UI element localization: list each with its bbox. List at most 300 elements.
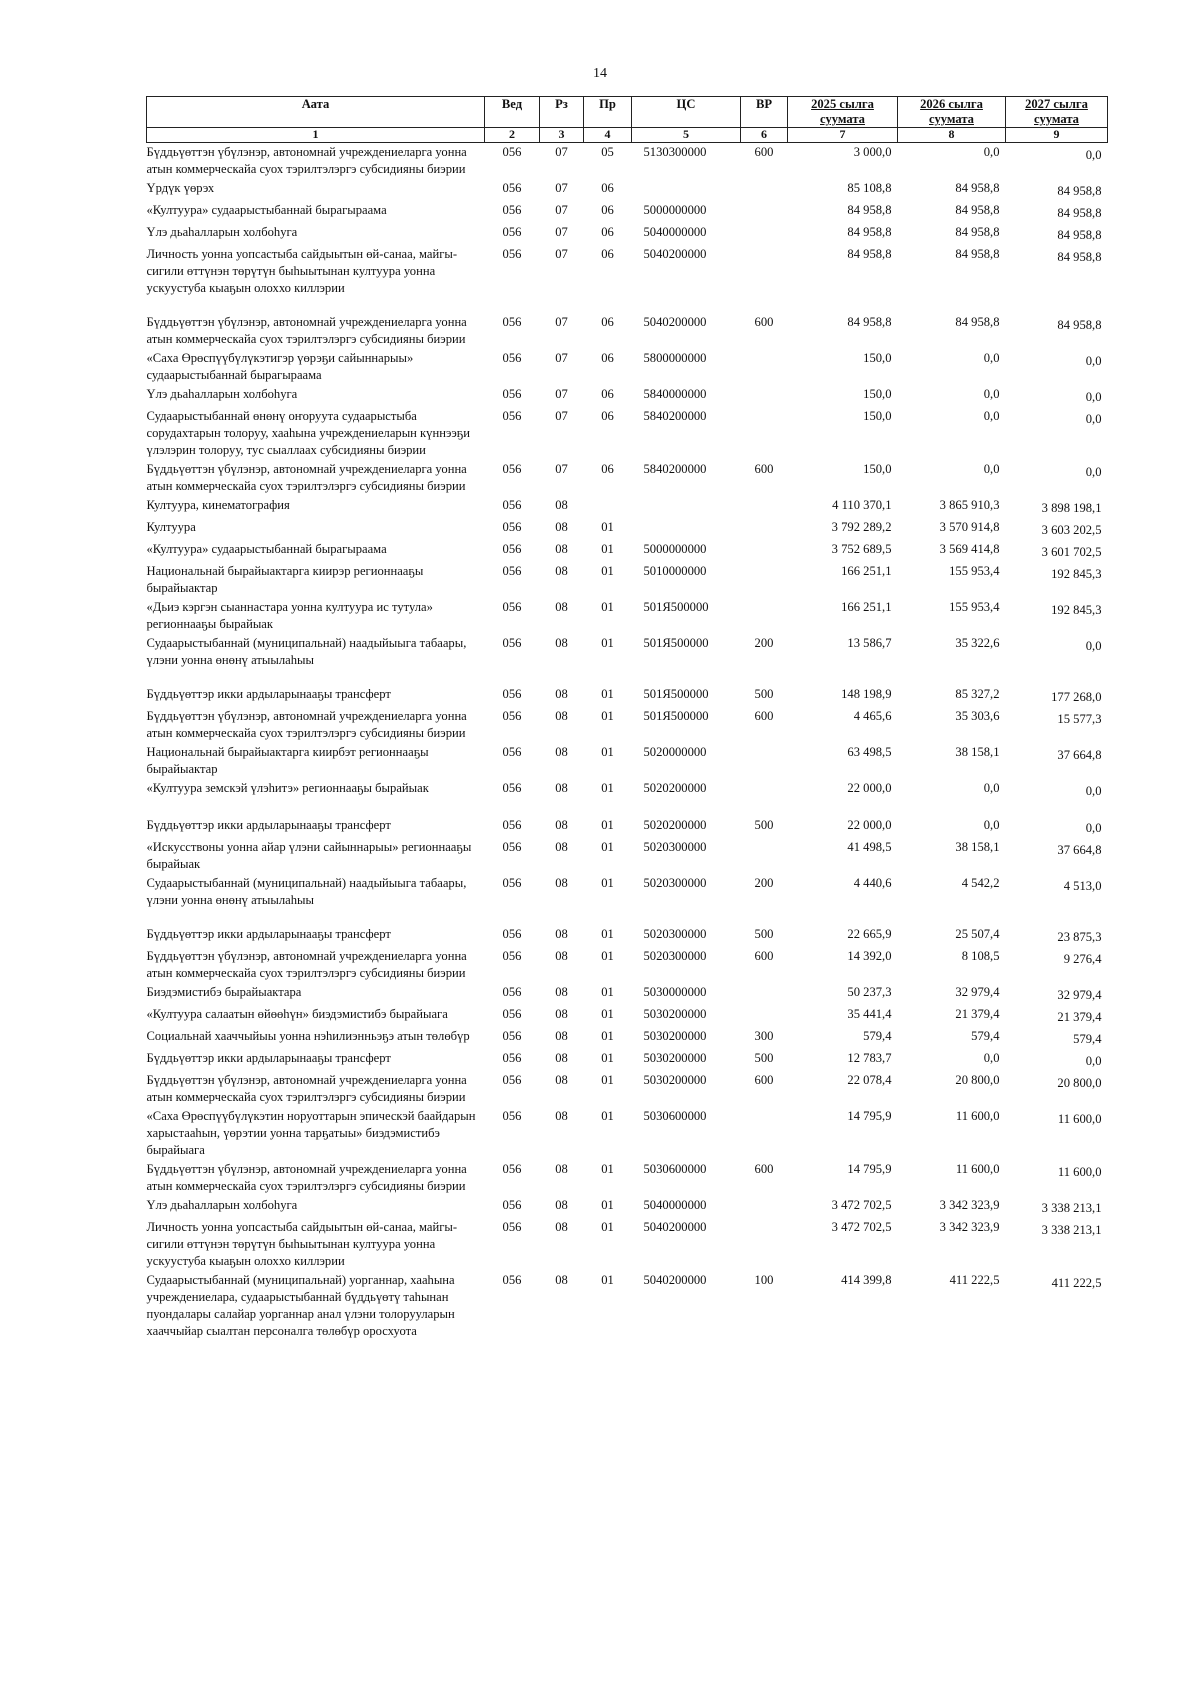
header-2025 [788, 97, 898, 128]
row-2027: 32 979,4 [1057, 988, 1102, 1002]
row-2026: 0,0 [983, 462, 1000, 476]
row-2026: 20 800,0 [955, 1073, 1000, 1087]
row-pr: 01 [601, 1273, 614, 1287]
row-pr: 01 [601, 745, 614, 759]
row-2026: 3 865 910,3 [939, 498, 1000, 512]
row-cs: 5020300000 [643, 840, 707, 854]
row-cs: 5020200000 [643, 781, 707, 795]
table-row [147, 179, 1108, 201]
row-2025: 22 665,9 [847, 927, 892, 941]
row-name: Судаарыстыбаннай (муниципальнай) наадыйыыга табаары, үлэни уонна өнөнү атыылаһыы [146, 876, 467, 907]
row-vr: 100 [754, 1273, 774, 1287]
column-number: 3 [540, 128, 584, 143]
row-vr [741, 838, 788, 874]
row-pr: 01 [601, 1007, 614, 1021]
row-2026: 0,0 [983, 818, 1000, 832]
row-rz: 08 [555, 709, 568, 723]
row-vr [741, 562, 788, 598]
row-2027: 0,0 [1085, 412, 1102, 426]
row-2027: 411 222,5 [1051, 1276, 1102, 1290]
row-pr: 01 [601, 985, 614, 999]
row-rz: 08 [555, 745, 568, 759]
row-2027: 0,0 [1085, 639, 1102, 653]
row-pr: 06 [601, 409, 614, 423]
row-cs: 5020300000 [643, 949, 707, 963]
row-name: Култуура, кинематография [146, 498, 290, 512]
row-name: «Култуура» судаарыстыбаннай бырагыраама [146, 203, 387, 217]
row-cs: 5040200000 [643, 315, 707, 329]
row-2025: 22 000,0 [847, 781, 892, 795]
row-rz: 08 [555, 498, 568, 512]
row-name: Бүддьүөттэр икки ардыларынааҕы трансферт [146, 687, 391, 701]
row-rz: 08 [555, 564, 568, 578]
table-row [147, 540, 1108, 562]
table-row [147, 685, 1108, 707]
row-2027: 84 958,8 [1057, 206, 1102, 220]
row-ved: 056 [502, 498, 522, 512]
row-vr [741, 1196, 788, 1218]
table-row [147, 245, 1108, 313]
row-rz: 08 [555, 818, 568, 832]
row-pr: 01 [601, 876, 614, 890]
column-number: 7 [788, 128, 898, 143]
row-ved: 056 [502, 1051, 522, 1065]
row-2026: 84 958,8 [955, 181, 1000, 195]
row-2026: 3 342 323,9 [939, 1220, 1000, 1234]
table-row [147, 313, 1108, 349]
row-2027: 177 268,0 [1051, 690, 1102, 704]
table-row [147, 201, 1108, 223]
row-vr: 500 [754, 1051, 774, 1065]
row-vr [741, 179, 788, 201]
row-2026: 155 953,4 [949, 564, 1000, 578]
row-ved: 056 [502, 145, 522, 159]
row-2026: 84 958,8 [955, 225, 1000, 239]
row-2026: 84 958,8 [955, 247, 1000, 261]
row-cs: 5040200000 [643, 247, 707, 261]
row-2027: 0,0 [1085, 354, 1102, 368]
row-2025: 14 795,9 [847, 1109, 892, 1123]
row-name: Биэдэмистибэ бырайыактара [146, 985, 302, 999]
row-pr [584, 496, 632, 518]
row-vr: 200 [754, 636, 774, 650]
row-vr [741, 407, 788, 460]
row-pr: 06 [601, 181, 614, 195]
row-ved: 056 [502, 225, 522, 239]
row-name: Судаарыстыбаннай өнөнү оҥоруута судаарыстыба сорудахтарын толоруу, хааһына учреждениеларын күннээҕи үлэлэрин толоруу, тус сыаллаах субсидияны биэрии [146, 409, 470, 457]
row-2027: 0,0 [1085, 821, 1102, 835]
table-row [147, 983, 1108, 1005]
row-vr [741, 743, 788, 779]
row-2025: 22 000,0 [847, 818, 892, 832]
row-rz: 08 [555, 1109, 568, 1123]
row-ved: 056 [502, 687, 522, 701]
row-2027: 3 338 213,1 [1041, 1201, 1102, 1215]
row-pr: 06 [601, 247, 614, 261]
row-ved: 056 [502, 542, 522, 556]
table-row [147, 743, 1108, 779]
row-2027: 84 958,8 [1057, 318, 1102, 332]
row-pr: 01 [601, 818, 614, 832]
row-ved: 056 [502, 247, 522, 261]
table-row [147, 598, 1108, 634]
row-2027: 3 601 702,5 [1041, 545, 1102, 559]
row-2026: 3 570 914,8 [939, 520, 1000, 534]
row-pr: 01 [601, 687, 614, 701]
row-ved: 056 [502, 181, 522, 195]
row-vr: 600 [754, 145, 774, 159]
row-ved: 056 [502, 315, 522, 329]
row-vr [741, 779, 788, 816]
row-2026: 11 600,0 [955, 1162, 1000, 1176]
row-pr: 06 [601, 462, 614, 476]
table-row [147, 1027, 1108, 1049]
table-row [147, 1271, 1108, 1341]
row-vr [741, 1218, 788, 1271]
row-rz: 07 [555, 315, 568, 329]
row-ved: 056 [502, 462, 522, 476]
row-2026: 8 108,5 [961, 949, 1000, 963]
table-row [147, 1049, 1108, 1071]
row-pr: 01 [601, 927, 614, 941]
row-2026: 21 379,4 [955, 1007, 1000, 1021]
row-vr [741, 223, 788, 245]
row-2027: 192 845,3 [1051, 567, 1102, 581]
row-name: Личность уонна уопсастыба сайдыытын өй-санаа, майгы-сигили өттүнэн төрүтүн быһыытынан култуура уонна ускуустуба кыаҕын олоххо киллэрии [146, 247, 458, 295]
table-row [147, 925, 1108, 947]
row-vr: 600 [754, 949, 774, 963]
row-2025: 41 498,5 [847, 840, 892, 854]
row-name: Бүддьүөттэн үбүлэнэр, автономнай учреждениеларга уонна атын коммерческайа суох тэрилтэлэргэ субсидияны биэрии [146, 462, 467, 493]
table-row [147, 223, 1108, 245]
table-header [147, 97, 1108, 143]
row-rz: 08 [555, 949, 568, 963]
column-number-row [147, 128, 1108, 143]
row-vr: 500 [754, 687, 774, 701]
row-2027: 0,0 [1085, 1054, 1102, 1068]
row-2025: 4 440,6 [853, 876, 892, 890]
row-2026: 35 303,6 [955, 709, 1000, 723]
row-2026: 11 600,0 [955, 1109, 1000, 1123]
row-cs: 5020300000 [643, 927, 707, 941]
column-number: 5 [632, 128, 741, 143]
row-ved: 056 [502, 781, 522, 795]
row-2027: 192 845,3 [1051, 603, 1102, 617]
row-pr: 06 [601, 203, 614, 217]
row-pr: 01 [601, 709, 614, 723]
row-2026: 579,4 [971, 1029, 1000, 1043]
row-name: «Култуура земскэй үлэһитэ» регионнааҕы бырайыак [146, 781, 429, 795]
row-name: «Саха Өрөспүүбүлүкэтин норуоттарын эпическэй баайдарын харыстааһын, үөрэтии уонна тарҕатыы» биэдэмистибэ бырайыага [146, 1109, 476, 1157]
row-name: Судаарыстыбаннай (муниципальнай) наадыйыыга табаары, үлэни уонна өнөнү атыылаһыы [146, 636, 467, 667]
row-2027: 84 958,8 [1057, 184, 1102, 198]
row-name: Бүддьүөттэн үбүлэнэр, автономнай учреждениеларга уонна атын коммерческайа суох тэрилтэлэргэ субсидияны биэрии [146, 709, 467, 740]
row-2025: 50 237,3 [847, 985, 892, 999]
row-2027: 0,0 [1085, 784, 1102, 798]
row-vr: 600 [754, 462, 774, 476]
row-rz: 08 [555, 1162, 568, 1176]
row-pr: 01 [601, 1029, 614, 1043]
header-2027 [1006, 97, 1108, 128]
table-body [147, 143, 1108, 1342]
row-ved: 056 [502, 636, 522, 650]
row-rz: 07 [555, 351, 568, 365]
row-name: Бүддьүөттэн үбүлэнэр, автономнай учреждениеларга уонна атын коммерческайа суох тэрилтэлэргэ субсидияны биэрии [146, 1162, 467, 1193]
row-rz: 08 [555, 636, 568, 650]
row-2025: 22 078,4 [847, 1073, 892, 1087]
row-2025: 3 472 702,5 [831, 1220, 892, 1234]
row-rz: 07 [555, 145, 568, 159]
row-cs: 5030200000 [643, 1029, 707, 1043]
row-vr: 300 [754, 1029, 774, 1043]
row-2025: 12 783,7 [847, 1051, 892, 1065]
row-ved: 056 [502, 520, 522, 534]
row-name: Бүддьүөттэр икки ардыларынааҕы трансферт [146, 1051, 391, 1065]
row-2027: 15 577,3 [1057, 712, 1102, 726]
row-2027: 9 276,4 [1063, 952, 1102, 966]
row-cs: 5040000000 [643, 225, 707, 239]
row-2026: 84 958,8 [955, 315, 1000, 329]
row-vr: 500 [754, 927, 774, 941]
row-name: Бүддьүөттэн үбүлэнэр, автономнай учреждениеларга уонна атын коммерческайа суох тэрилтэлэргэ субсидияны биэрии [146, 1073, 467, 1104]
row-2026: 0,0 [983, 781, 1000, 795]
row-rz: 08 [555, 687, 568, 701]
row-cs: 5840000000 [643, 387, 707, 401]
row-name: Судаарыстыбаннай (муниципальнай) уорганнар, хааһына учреждениелара, судаарыстыбаннай бүддьүөтү таһынан пуондалары салайар уорганнар анал үлэни толорууларын хааччыйар сыалтан персоналга төлөбүр оросхуота [146, 1273, 455, 1338]
table-row [147, 838, 1108, 874]
row-pr: 05 [601, 145, 614, 159]
header-vr: ВР [741, 97, 788, 128]
table-row [147, 1107, 1108, 1160]
table-row [147, 707, 1108, 743]
row-ved: 056 [502, 1220, 522, 1234]
table-row [147, 460, 1108, 496]
row-cs: 5020000000 [643, 745, 707, 759]
row-cs: 501Я500000 [643, 687, 709, 701]
row-name: Социальнай хааччыйыы уонна нэһилиэнньэҕэ атын төлөбүр [146, 1029, 470, 1043]
row-2025: 14 392,0 [847, 949, 892, 963]
row-2025: 148 198,9 [841, 687, 892, 701]
column-number: 4 [584, 128, 632, 143]
row-vr [741, 598, 788, 634]
row-ved: 056 [502, 1109, 522, 1123]
row-2027: 3 338 213,1 [1041, 1223, 1102, 1237]
table-row [147, 1071, 1108, 1107]
row-2025: 579,4 [863, 1029, 892, 1043]
table-row [147, 634, 1108, 685]
row-cs: 5030200000 [643, 1007, 707, 1021]
row-2027: 84 958,8 [1057, 250, 1102, 264]
table-row [147, 496, 1108, 518]
row-vr [741, 496, 788, 518]
row-2025: 85 108,8 [847, 181, 892, 195]
row-cs: 5020300000 [643, 876, 707, 890]
row-2025: 13 586,7 [847, 636, 892, 650]
header-pr: Пр [584, 97, 632, 128]
row-2026: 0,0 [983, 351, 1000, 365]
budget-table [146, 96, 1108, 1341]
row-rz: 08 [555, 520, 568, 534]
row-ved: 056 [502, 1029, 522, 1043]
row-rz: 07 [555, 225, 568, 239]
row-cs: 5040200000 [643, 1220, 707, 1234]
row-name: Үлэ дьаһалларын холбоһуга [146, 225, 298, 239]
row-2025: 4 110 370,1 [832, 498, 892, 512]
row-2027: 20 800,0 [1057, 1076, 1102, 1090]
row-cs: 5030200000 [643, 1051, 707, 1065]
row-vr [741, 349, 788, 385]
row-ved: 056 [502, 709, 522, 723]
row-ved: 056 [502, 818, 522, 832]
row-2025: 84 958,8 [847, 315, 892, 329]
row-rz: 08 [555, 1220, 568, 1234]
row-cs: 501Я500000 [643, 600, 709, 614]
row-pr: 06 [601, 351, 614, 365]
row-pr: 01 [601, 636, 614, 650]
row-2025: 84 958,8 [847, 225, 892, 239]
column-number: 1 [147, 128, 485, 143]
row-cs: 5040200000 [643, 1273, 707, 1287]
row-name: Бүддьүөттэн үбүлэнэр, автономнай учреждениеларга уонна атын коммерческайа суох тэрилтэлэргэ субсидияны биэрии [146, 315, 467, 346]
table-row [147, 1005, 1108, 1027]
row-pr: 06 [601, 225, 614, 239]
row-ved: 056 [502, 1198, 522, 1212]
row-ved: 056 [502, 203, 522, 217]
row-cs: 5130300000 [643, 145, 707, 159]
table-row [147, 385, 1108, 407]
row-ved: 056 [502, 351, 522, 365]
row-ved: 056 [502, 1162, 522, 1176]
row-2027: 37 664,8 [1057, 748, 1102, 762]
row-2025: 150,0 [863, 409, 892, 423]
row-vr [741, 540, 788, 562]
row-2027: 3 898 198,1 [1041, 501, 1102, 515]
row-cs: 501Я500000 [643, 709, 709, 723]
row-2025: 14 795,9 [847, 1162, 892, 1176]
row-pr: 01 [601, 1109, 614, 1123]
table-row [147, 1196, 1108, 1218]
row-rz: 08 [555, 1029, 568, 1043]
row-cs: 5040000000 [643, 1198, 707, 1212]
row-pr: 01 [601, 600, 614, 614]
row-pr: 01 [601, 542, 614, 556]
row-vr [741, 201, 788, 223]
row-2025: 150,0 [863, 462, 892, 476]
header-name: Аата [147, 97, 485, 128]
table-row [147, 874, 1108, 925]
row-2026: 0,0 [983, 145, 1000, 159]
row-cs: 5000000000 [643, 203, 707, 217]
row-2026: 38 158,1 [955, 745, 1000, 759]
row-rz: 07 [555, 409, 568, 423]
row-rz: 08 [555, 600, 568, 614]
row-vr: 600 [754, 315, 774, 329]
row-pr: 01 [601, 781, 614, 795]
table-row [147, 947, 1108, 983]
row-cs [632, 496, 741, 518]
row-rz: 08 [555, 1007, 568, 1021]
row-ved: 056 [502, 1273, 522, 1287]
row-2025: 166 251,1 [841, 564, 892, 578]
row-name: Бүддьүөттэн үбүлэнэр, автономнай учреждениеларга уонна атын коммерческайа суох тэрилтэлэргэ субсидияны биэрии [146, 145, 467, 176]
row-cs [632, 518, 741, 540]
row-2026: 155 953,4 [949, 600, 1000, 614]
row-name: Личность уонна уопсастыба сайдыытын өй-санаа, майгы-сигили өттүнэн төрүтүн быһыытынан култуура уонна ускуустуба кыаҕын олоххо киллэрии [146, 1220, 458, 1268]
row-2025: 3 472 702,5 [831, 1198, 892, 1212]
row-cs: 5030000000 [643, 985, 707, 999]
row-2027: 37 664,8 [1057, 843, 1102, 857]
row-2026: 0,0 [983, 387, 1000, 401]
row-ved: 056 [502, 985, 522, 999]
row-2025: 150,0 [863, 351, 892, 365]
row-rz: 07 [555, 387, 568, 401]
row-2025: 150,0 [863, 387, 892, 401]
row-pr: 01 [601, 1162, 614, 1176]
row-rz: 08 [555, 1273, 568, 1287]
row-ved: 056 [502, 409, 522, 423]
row-pr: 01 [601, 949, 614, 963]
row-vr: 600 [754, 1073, 774, 1087]
header-2027-label: 2027 сылга суумата [1025, 97, 1088, 126]
row-cs: 501Я500000 [643, 636, 709, 650]
row-rz: 08 [555, 542, 568, 556]
table-row [147, 143, 1108, 180]
row-rz: 08 [555, 1073, 568, 1087]
row-2026: 3 342 323,9 [939, 1198, 1000, 1212]
row-vr: 600 [754, 1162, 774, 1176]
row-2027: 23 875,3 [1057, 930, 1102, 944]
row-2025: 166 251,1 [841, 600, 892, 614]
table-row [147, 562, 1108, 598]
table-row [147, 779, 1108, 816]
row-cs [632, 179, 741, 201]
column-number: 6 [741, 128, 788, 143]
column-number: 8 [898, 128, 1006, 143]
row-name: «Култуура салаатын өйөөһүн» биэдэмистибэ бырайыага [146, 1007, 448, 1021]
page-number: 14 [593, 66, 607, 81]
row-cs: 5010000000 [643, 564, 707, 578]
row-2025: 3 000,0 [853, 145, 892, 159]
header-ved: Вед [485, 97, 540, 128]
row-2025: 35 441,4 [847, 1007, 892, 1021]
row-ved: 056 [502, 745, 522, 759]
row-2025: 4 465,6 [853, 709, 892, 723]
row-rz: 08 [555, 1051, 568, 1065]
row-pr: 01 [601, 1051, 614, 1065]
row-name: «Дьиэ кэргэн сыаннастара уонна култуура ис тутула» регионнааҕы бырайыак [146, 600, 433, 631]
row-2025: 84 958,8 [847, 203, 892, 217]
row-name: Үлэ дьаһалларын холбоһуга [146, 1198, 298, 1212]
header-cs: ЦС [632, 97, 741, 128]
row-pr: 01 [601, 1198, 614, 1212]
row-cs: 5030200000 [643, 1073, 707, 1087]
row-ved: 056 [502, 927, 522, 941]
row-2025: 3 792 289,2 [831, 520, 892, 534]
row-name: Бүддьүөттэр икки ардыларынааҕы трансферт [146, 818, 391, 832]
row-2027: 84 958,8 [1057, 228, 1102, 242]
row-vr [741, 1107, 788, 1160]
row-rz: 07 [555, 181, 568, 195]
row-cs: 5000000000 [643, 542, 707, 556]
table-row [147, 1218, 1108, 1271]
row-rz: 07 [555, 247, 568, 261]
table-row [147, 407, 1108, 460]
row-cs: 5030600000 [643, 1162, 707, 1176]
row-name: «Саха Өрөспүүбүлүкэтигэр үөрэҕи сайыннарыы» судаарыстыбаннай бырагыраама [146, 351, 414, 382]
row-2026: 0,0 [983, 409, 1000, 423]
row-rz: 07 [555, 462, 568, 476]
header-2026-label: 2026 сылга суумата [920, 97, 983, 126]
